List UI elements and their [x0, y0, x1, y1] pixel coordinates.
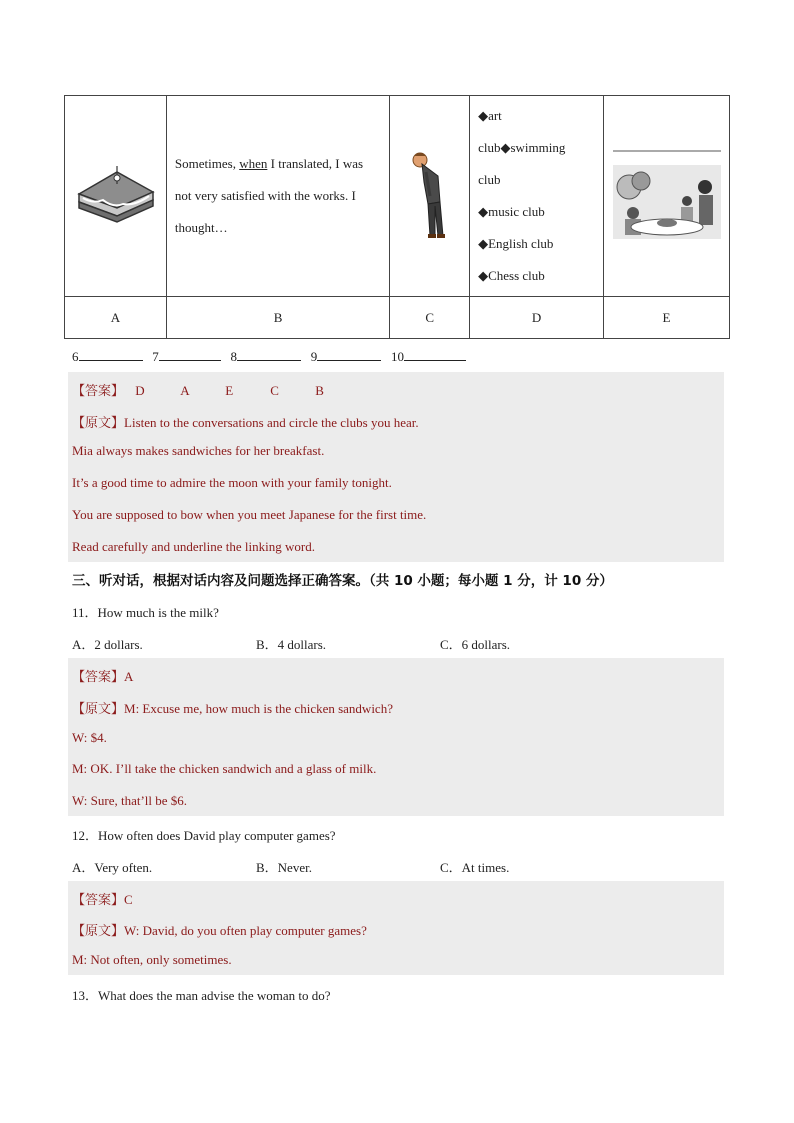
section-heading: 三、听对话，根据对话内容及问题选择正确答案。（共 10 小题；每小题 1 分，计 10 分） — [72, 573, 613, 589]
transcript-line: M: OK. I’ll take the chicken sandwich and a glass of milk. — [72, 761, 377, 776]
transcript-line: 【原文】M: Excuse me, how much is the chicken sandwich? — [72, 701, 393, 716]
club-line: ◆Chess club — [478, 268, 545, 283]
family-dinner-image — [611, 147, 723, 241]
option-c: C．6 dollars. — [440, 637, 511, 652]
cell-b-text: Sometimes, when I translated, I was not very satisfied with the works. I thought… — [166, 96, 389, 297]
transcript-line: 【原文】W: David, do you often play computer games? — [72, 923, 367, 938]
sandwich-icon — [73, 164, 157, 224]
picture-matching-table — [64, 95, 730, 339]
transcript-line: 【原文】Listen to the conversations and circle the clubs you hear. — [72, 415, 419, 430]
option-b: B．4 dollars. — [256, 637, 327, 652]
letter-a: A — [65, 297, 167, 339]
question-12: 12．How often does David play computer games? — [72, 828, 336, 843]
transcript-line: M: Not often, only sometimes. — [72, 952, 232, 967]
club-line: ◆music club — [478, 204, 545, 219]
option-b: B．Never. — [256, 860, 312, 875]
option-a: A．Very often. — [72, 860, 153, 875]
answer-blanks: 6 7 8 9 10 — [72, 348, 466, 365]
letter-d: D — [470, 297, 604, 339]
transcript-line: Read carefully and underline the linking word. — [72, 539, 315, 554]
answer-line-1: 【答案】 D A E C B — [72, 383, 324, 398]
option-c: C．At times. — [440, 860, 510, 875]
letter-b: B — [166, 297, 389, 339]
transcript-line: It’s a good time to admire the moon with your family tonight. — [72, 475, 392, 490]
question-13: 13．What does the man advise the woman to do? — [72, 988, 331, 1003]
letter-c: C — [390, 297, 470, 339]
cell-c-image — [390, 96, 470, 297]
answer-12: 【答案】C — [72, 892, 133, 907]
answer-11: 【答案】A — [72, 669, 134, 684]
transcript-line: You are supposed to bow when you meet Japanese for the first time. — [72, 507, 427, 522]
question-11: 11．How much is the milk? — [72, 605, 219, 620]
transcript-line: W: Sure, that’ll be $6. — [72, 793, 188, 808]
cell-d-clubs — [470, 96, 604, 297]
club-line: ◆English club — [478, 236, 554, 251]
transcript-line: Mia always makes sandwiches for her breakfast. — [72, 443, 325, 458]
club-line: ◆art club◆swimming club — [478, 108, 566, 187]
transcript-line: W: $4. — [72, 730, 107, 745]
cell-e-image — [604, 96, 730, 297]
cell-a-image — [65, 96, 167, 297]
answer-block-1-bg — [68, 372, 724, 562]
letter-e: E — [604, 297, 730, 339]
bowing-man-icon — [408, 146, 452, 242]
option-a: A．2 dollars. — [72, 637, 143, 652]
